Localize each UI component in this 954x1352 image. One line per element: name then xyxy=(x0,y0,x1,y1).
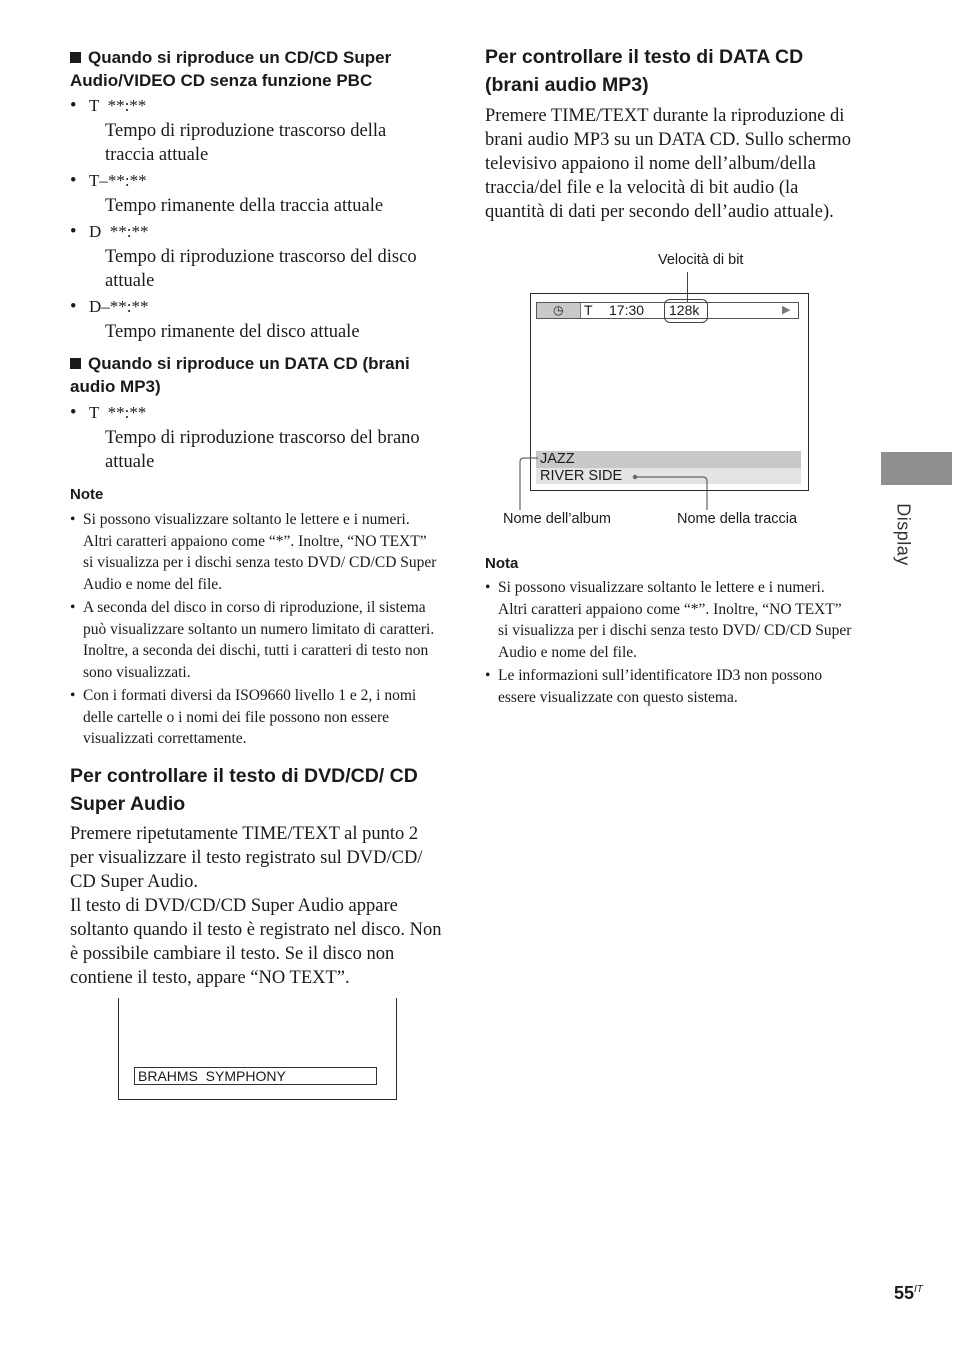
data-cd-paragraph: Premere TIME/TEXT durante la riproduzione di brani audio MP3 su un DATA CD. Sullo schermo televisivo appaiono il nome dell’album/della traccia/del file e la velocità di bit audio (la quantità di dati per secondo dell’audio attuale). xyxy=(485,106,851,222)
status-bitrate: 128k xyxy=(669,302,700,318)
paragraph: Premere ripetutamente TIME/TEXT al punto 2 per visualizzare il testo registrato sul DVD/CD/ CD Super Audio. xyxy=(70,824,423,892)
section-heading-cd: Quando si riproduce un CD/CD Super Audio/VIDEO CD senza funzione PBC xyxy=(70,48,392,90)
time-desc: Tempo di riproduzione trascorso del brano attuale xyxy=(105,428,420,472)
note-title: Note xyxy=(70,486,104,503)
album-name: JAZZ xyxy=(540,451,575,467)
time-code: D **:** xyxy=(89,222,149,241)
time-desc: Tempo rimanente del disco attuale xyxy=(105,322,360,342)
time-desc: Tempo rimanente della traccia attuale xyxy=(105,196,384,216)
side-tab-label: Display xyxy=(893,503,914,566)
note-item: • A seconda del disco in corso di riproduzione, il sistema può visualizzare soltanto un numero limitato di caratteri. Inoltre, a seconda dei dischi, tutti i caratteri di testo non sono visualizzati. xyxy=(70,599,435,681)
status-mode: T xyxy=(584,302,593,318)
time-desc: Tempo di riproduzione trascorso della traccia attuale xyxy=(105,121,387,165)
section-heading-data-cd-text: Per controllare il testo di DATA CD (brani audio MP3) xyxy=(485,46,804,96)
album-callout-label: Nome dell’album xyxy=(503,511,611,527)
time-code: T–**:** xyxy=(89,171,147,190)
square-bullet-icon xyxy=(70,52,81,63)
time-code: T **:** xyxy=(89,403,147,422)
list-item: • T **:** Tempo di riproduzione trascorso del brano attuale xyxy=(70,401,440,474)
data-cd-time-list xyxy=(70,401,440,474)
bitrate-highlight xyxy=(664,299,708,323)
note-item: • Le informazioni sull’identificatore ID3 non possono essere visualizzate con questo sistema. xyxy=(485,667,823,706)
list-item: • T–**:** Tempo rimanente della traccia attuale xyxy=(70,169,440,218)
note-list xyxy=(70,509,440,750)
time-desc: Tempo di riproduzione trascorso del disco attuale xyxy=(105,247,417,291)
text-display-box: BRAHMS SYMPHONY xyxy=(134,1067,377,1085)
tv-screen-illustration xyxy=(118,998,397,1100)
status-time: 17:30 xyxy=(609,302,645,318)
list-item: • D **:** Tempo di riproduzione trascorso del disco attuale xyxy=(70,220,440,293)
time-code: T **:** xyxy=(89,96,147,115)
track-name: RIVER SIDE xyxy=(540,468,623,484)
cd-time-list xyxy=(70,94,440,344)
time-code: D–**:** xyxy=(89,297,149,316)
side-tab xyxy=(881,452,952,485)
note-item: • Si possono visualizzare soltanto le lettere e i numeri. Altri caratteri appaiono come “*”. Inoltre, “NO TEXT” si visualizza per i dischi senza testo DVD/ CD/CD Super Audio e nome del file. xyxy=(70,511,437,593)
play-icon: ▶ xyxy=(782,304,791,316)
status-icon-box xyxy=(537,303,581,318)
note-list xyxy=(485,577,855,708)
paragraph: Il testo di DVD/CD/CD Super Audio appare soltanto quando il testo è registrato nel disco. Non è possibile cambiare il testo. Se il disco non contiene il testo, appare “NO TEXT”. xyxy=(70,896,442,988)
disc-clock-icon: ◷ xyxy=(553,303,564,317)
page-number: $55^{IT}$ xyxy=(894,1283,923,1303)
section-heading-data-cd: Quando si riproduce un DATA CD (brani audio MP3) xyxy=(70,354,410,396)
note-item: • Si possono visualizzare soltanto le lettere e i numeri. Altri caratteri appaiono come “*”. Inoltre, “NO TEXT” si visualizza per i dischi senza testo DVD/ CD/CD Super Audio e nome del file. xyxy=(485,579,852,661)
list-item: • T **:** Tempo di riproduzione trascorso della traccia attuale xyxy=(70,94,440,167)
square-bullet-icon xyxy=(70,358,81,369)
side-tab-label-wrap xyxy=(888,492,918,582)
diagram-callout-lines xyxy=(500,440,820,520)
section-heading-dvd-text: Per controllare il testo di DVD/CD/ CD Super Audio xyxy=(70,765,418,815)
note-title: Nota xyxy=(485,555,519,572)
note-item: • Con i formati diversi da ISO9660 livello 1 e 2, i nomi delle cartelle o i nomi dei file possono non essere visualizzati correttamente. xyxy=(70,687,417,747)
list-item: • D–**:** Tempo rimanente del disco attuale xyxy=(70,295,440,344)
track-callout-label: Nome della traccia xyxy=(677,511,798,527)
dvd-text-paragraphs xyxy=(70,822,445,990)
bitrate-callout-label: Velocità di bit xyxy=(658,252,744,268)
